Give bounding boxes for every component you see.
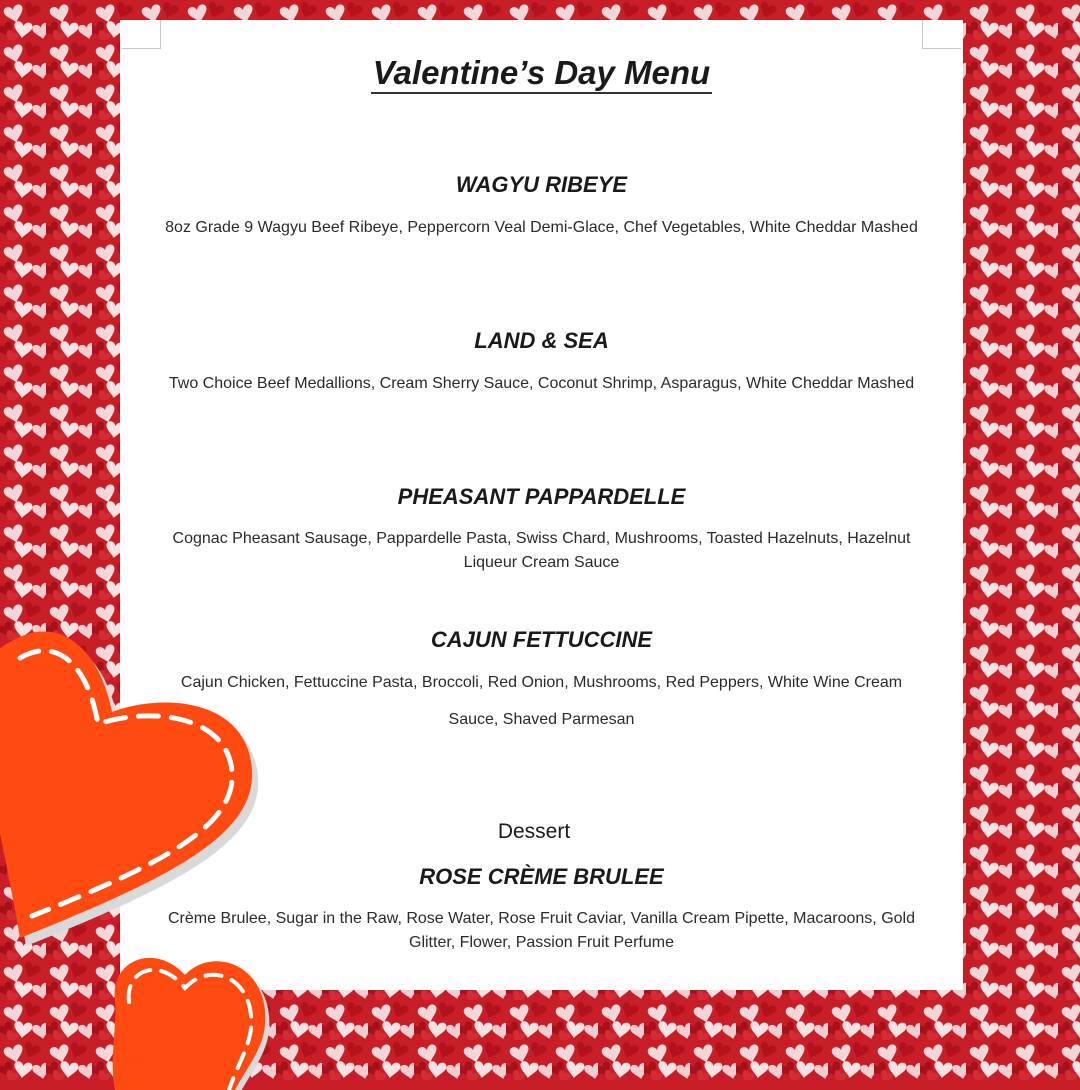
dish-name-wagyu-ribeye: WAGYU RIBEYE [455, 172, 628, 197]
dish-description-land-and-sea: Two Choice Beef Medallions, Cream Sherry Sauce, Coconut Shrimp, Asparagus, White Cheddar Mashed [168, 375, 915, 392]
dish-description-cajun-fettuccine: Cajun Chicken, Fettuccine Pasta, Broccoli, Red Onion, Mushrooms, Red Peppers, White Wine Cream Sauce, Shaved Parmesan [180, 674, 903, 728]
dish-name-land-and-sea: LAND & SEA [474, 328, 609, 353]
menu-title [120, 54, 963, 92]
dish-description-wagyu-ribeye: 8oz Grade 9 Wagyu Beef Ribeye, Peppercorn Veal Demi-Glace, Chef Vegetables, White Cheddar Mashed [165, 219, 918, 236]
dish-description-pheasant-pappardelle: Cognac Pheasant Sausage, Pappardelle Pasta, Swiss Chard, Mushrooms, Toasted Hazelnuts, Hazelnut Liqueur Cream Sauce [172, 530, 911, 571]
dessert-section-label: Dessert [497, 820, 571, 843]
heart-sticker-icon [0, 620, 280, 950]
dish-name-cajun-fettuccine: CAJUN FETTUCCINE [430, 627, 653, 652]
dish-name-rose-creme-brulee: ROSE CRÈME BRULEE [419, 864, 664, 889]
corner-mark-right [922, 20, 961, 49]
dish-description-rose-creme-brulee: Crème Brulee, Sugar in the Raw, Rose Water, Rose Fruit Caviar, Vanilla Cream Pipette, Macaroons, Gold Glitter, Flower, Passion Fruit Perfume [168, 910, 915, 951]
corner-mark-left [122, 20, 161, 49]
dish-name-pheasant-pappardelle: PHEASANT PAPPARDELLE [397, 484, 686, 509]
menu-title-text: Valentine’s Day Menu [371, 54, 712, 94]
heart-sticker-icon [95, 940, 285, 1090]
